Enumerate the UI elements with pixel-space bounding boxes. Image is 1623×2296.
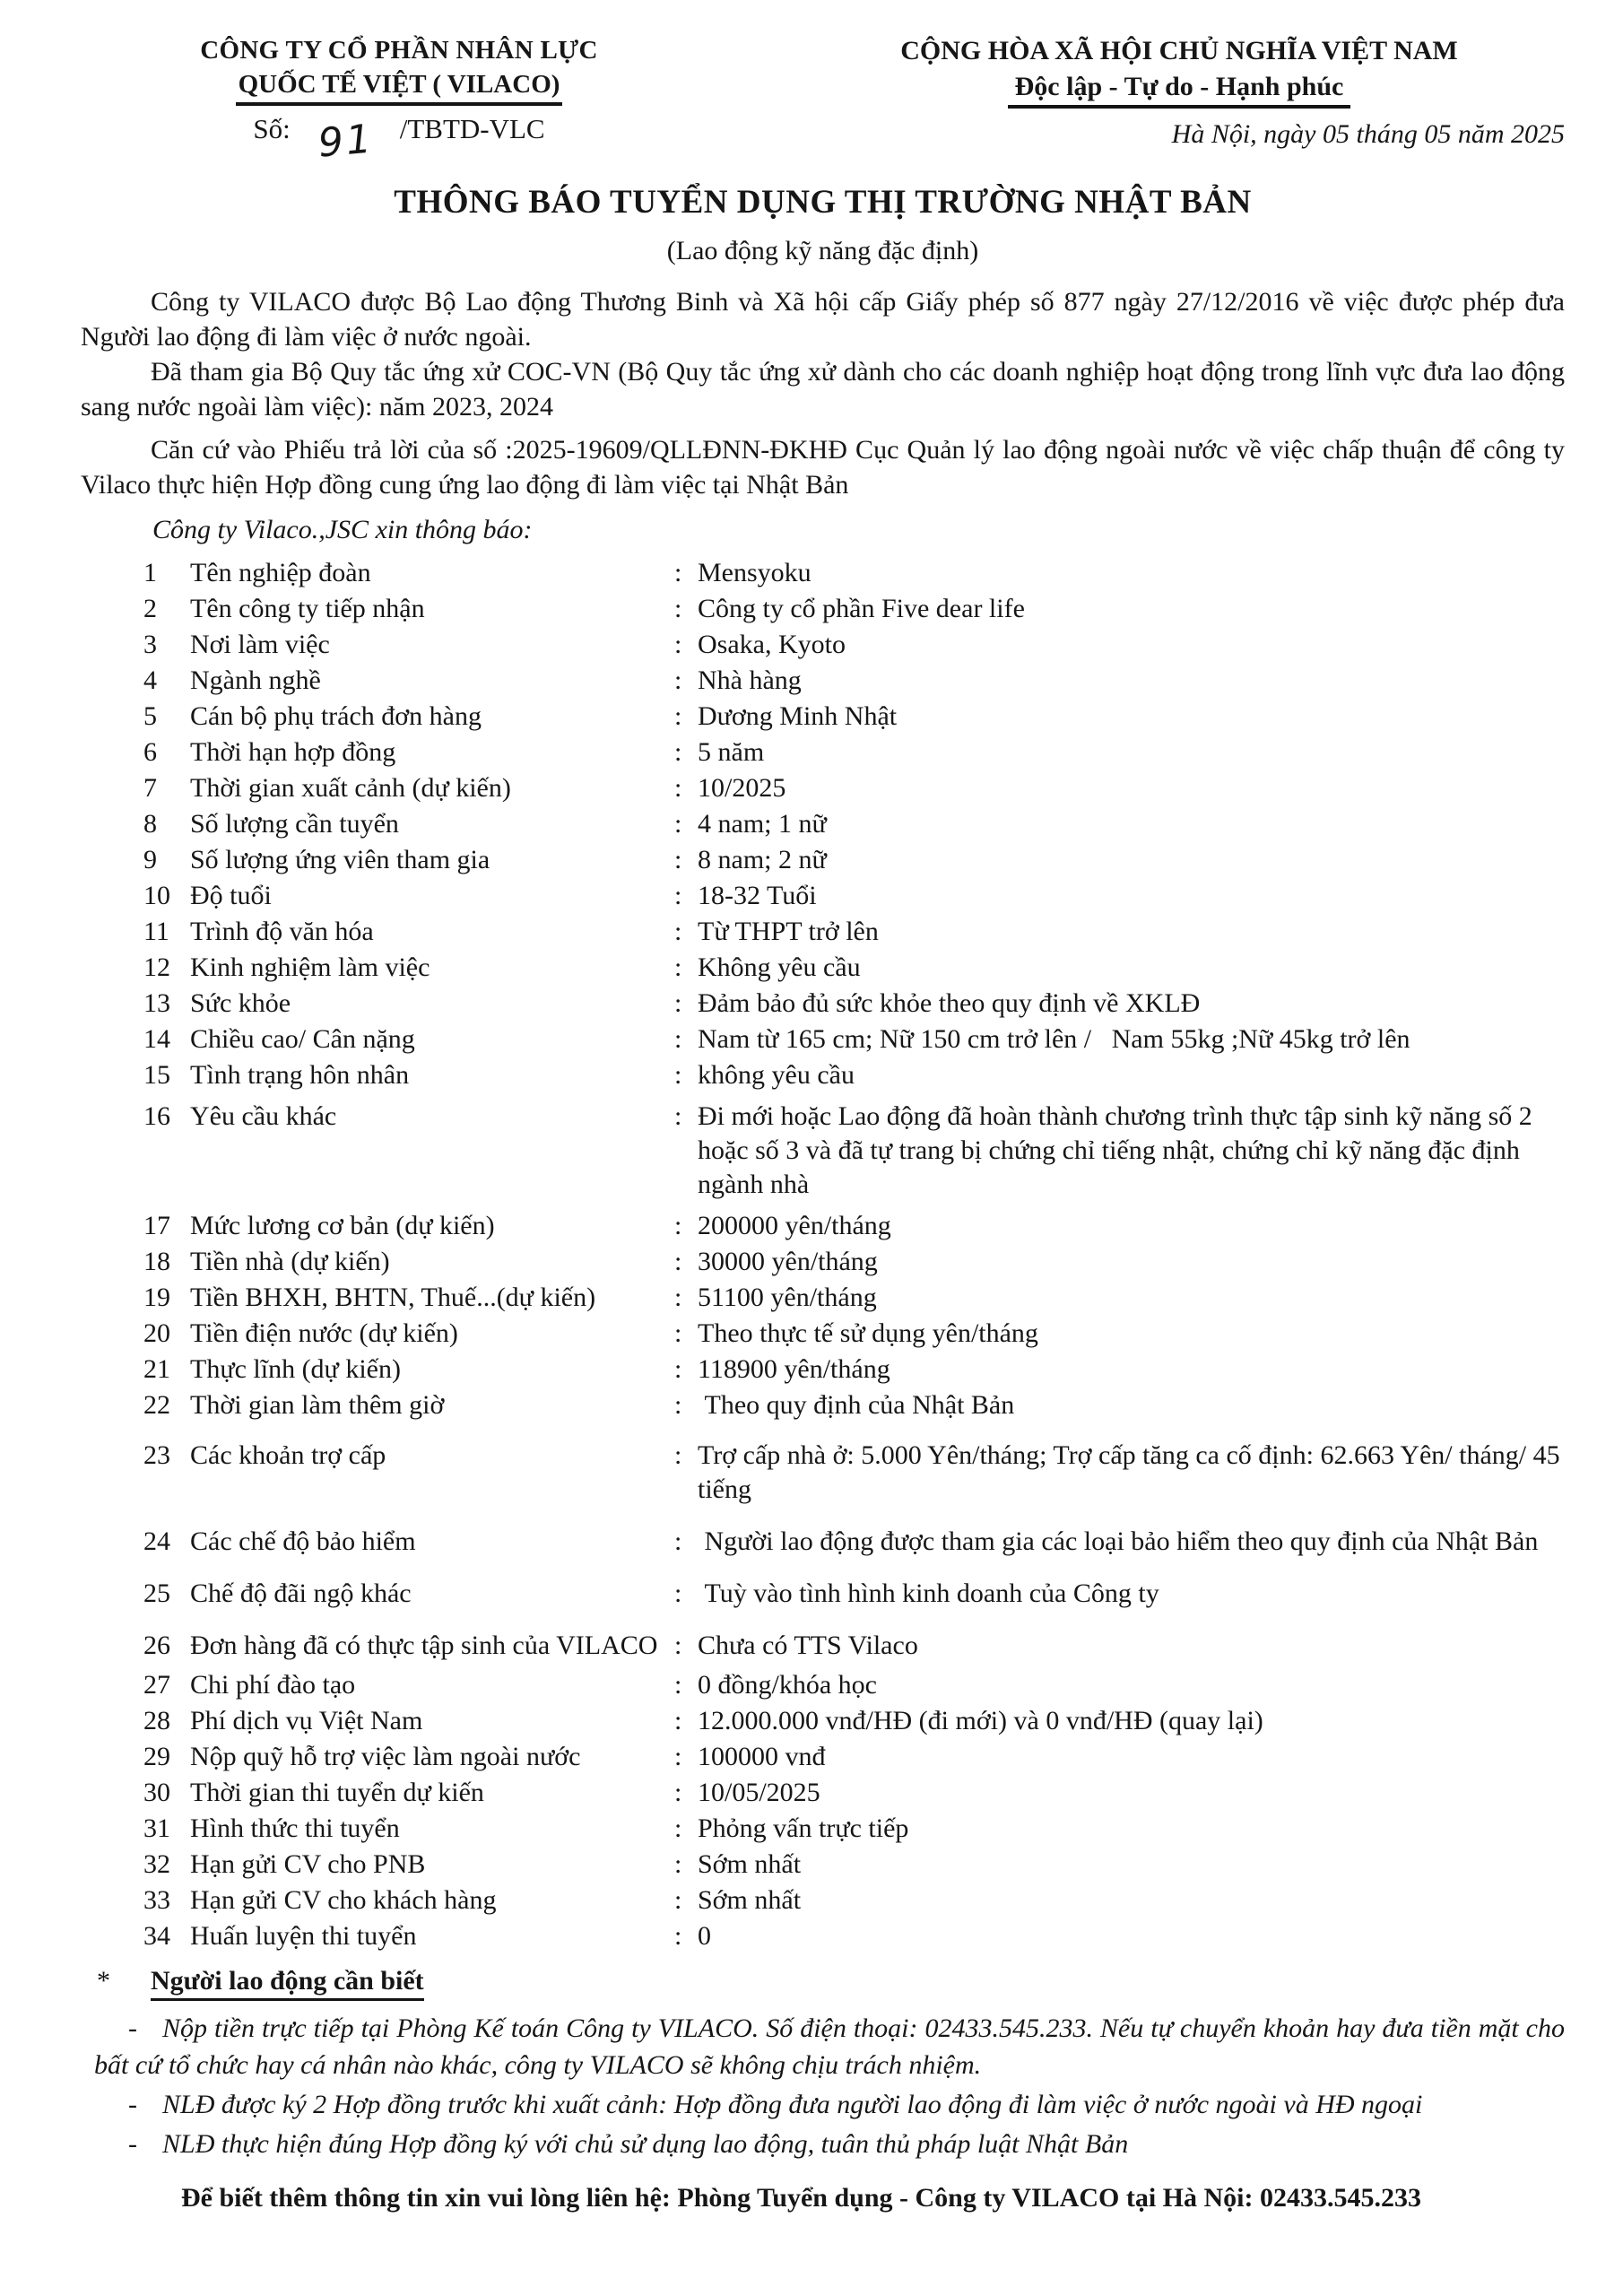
row-value: Sớm nhất [698,1849,802,1879]
row-colon: : [674,1742,682,1771]
row-label: Thời gian xuất cảnh (dự kiến) [190,773,511,803]
row-value: Theo quy định của Nhật Bản [698,1390,1015,1420]
table-row [143,1577,1565,1611]
row-label: Thực lĩnh (dự kiến) [190,1354,401,1384]
row-label: Các khoản trợ cấp [190,1440,386,1470]
table-row [143,951,1565,985]
row-label: Phí dịch vụ Việt Nam [190,1706,423,1735]
row-value: Dương Minh Nhật [698,701,898,731]
document-subtitle: (Lao động kỹ năng đặc định) [666,236,979,265]
row-colon: : [674,1318,682,1348]
row-number: 31 [143,1813,170,1843]
row-label: Nộp quỹ hỗ trợ việc làm ngoài nước [190,1742,581,1771]
notes-header-title: Người lao động cần biết [151,1966,424,2001]
table-row [143,1812,1565,1846]
row-number: 8 [143,809,157,839]
row-value: 200000 yên/tháng [698,1211,891,1240]
table-row [143,1668,1565,1702]
row-label: Chi phí đào tạo [190,1670,356,1700]
row-label: Hình thức thi tuyển [190,1813,400,1843]
national-title: CỘNG HÒA XÃ HỘI CHỦ NGHĨA VIỆT NAM [900,36,1458,65]
row-colon: : [674,1283,682,1312]
row-colon: : [674,630,682,659]
row-colon: : [674,845,682,874]
row-label: Số lượng cần tuyển [190,809,399,839]
info-table [143,556,1565,1953]
row-value: 51100 yên/tháng [698,1283,877,1312]
row-value: Từ THPT trở lên [698,917,879,946]
row-value: Người lao động được tham gia các loại bảo hiểm theo quy định của Nhật Bản [698,1526,1539,1556]
company-name-line2: QUỐC TẾ VIỆT ( VILACO) [236,70,563,106]
note-text: NLĐ thực hiện đúng Hợp đồng ký với chủ sử dụng lao động, tuân thủ pháp luật Nhật Bản [162,2129,1129,2159]
row-label: Yêu cầu khác [190,1101,337,1131]
row-colon: : [674,1526,682,1556]
intro-paragraph: Căn cứ vào Phiếu trả lời của số :2025-19609/QLLĐNN-ĐKHĐ Cục Quản lý lao động ngoài nước về việc chấp thuận để công ty Vilaco thực hiện Hợp đồng cung ứng lao động đi làm việc tại Nhật Bản [81,435,1565,500]
handwritten-document-number: 91 [316,116,376,167]
row-value: 0 đồng/khóa học [698,1670,877,1700]
row-value: 12.000.000 vnđ/HĐ (đi mới) và 0 vnđ/HĐ (quay lại) [698,1706,1263,1735]
row-number: 13 [143,988,170,1018]
row-colon: : [674,952,682,982]
document-header [81,36,1565,167]
row-number: 11 [143,917,169,946]
row-value: 0 [698,1921,711,1951]
row-number: 7 [143,773,157,803]
table-row [143,1439,1565,1507]
table-row [143,1629,1565,1663]
dash-bullet: - [128,2013,137,2043]
row-value: Chưa có TTS Vilaco [698,1631,918,1660]
notes-section [81,2010,1565,2162]
notes-header [81,1966,1565,2001]
row-label: Số lượng ứng viên tham gia [190,845,490,874]
row-number: 5 [143,701,157,731]
intro-paragraph: Công ty VILACO được Bộ Lao động Thương Binh và Xã hội cấp Giấy phép số 877 ngày 27/12/2016 về việc được phép đưa Người lao động đi làm việc ở nước ngoài. [81,287,1565,352]
table-row [143,1776,1565,1810]
table-row [143,771,1565,805]
row-value: 8 nam; 2 nữ [698,845,827,874]
row-colon: : [674,1706,682,1735]
note-item [81,2010,1565,2083]
row-label: Sức khỏe [190,988,291,1018]
row-colon: : [674,701,682,731]
row-label: Nơi làm việc [190,630,330,659]
dash-bullet: - [128,2090,137,2119]
row-value: 30000 yên/tháng [698,1247,878,1276]
row-number: 3 [143,630,157,659]
table-row [143,1388,1565,1422]
row-value: Nhà hàng [698,665,802,695]
row-number: 32 [143,1849,170,1879]
national-motto: Độc lập - Tự do - Hạnh phúc [1008,72,1351,109]
row-colon: : [674,1578,682,1608]
row-label: Hạn gửi CV cho PNB [190,1849,426,1879]
row-number: 33 [143,1885,170,1915]
row-label: Thời hạn hợp đồng [190,737,396,767]
row-value: Osaka, Kyoto [698,630,846,659]
row-label: Tên công ty tiếp nhận [190,594,425,623]
table-row [143,1740,1565,1774]
row-colon: : [674,594,682,623]
row-value: Không yêu cầu [698,952,861,982]
table-row [143,915,1565,949]
note-text: Nộp tiền trực tiếp tại Phòng Kế toán Công ty VILACO. Số điện thoại: 02433.545.233. Nếu tự chuyển khoản hay đưa tiền mặt cho bất cứ tổ chức hay cá nhân nào khác, công ty VILACO sẽ không chịu trách nhiệm. [94,2013,1565,2080]
row-number: 16 [143,1101,170,1131]
row-label: Trình độ văn hóa [190,917,374,946]
table-row [143,1281,1565,1315]
dash-bullet: - [128,2129,137,2159]
row-colon: : [674,1060,682,1090]
note-item [81,2126,1565,2162]
row-number: 20 [143,1318,170,1348]
row-value: Sớm nhất [698,1885,802,1915]
table-row [143,1058,1565,1092]
row-number: 6 [143,737,157,767]
row-number: 1 [143,558,157,587]
table-row [143,1209,1565,1243]
table-row [143,1919,1565,1953]
table-row [143,735,1565,770]
national-header-block [794,36,1565,150]
row-number: 29 [143,1742,170,1771]
row-label: Thời gian thi tuyển dự kiến [190,1778,484,1807]
table-row [143,1022,1565,1057]
row-colon: : [674,1101,682,1131]
table-row [143,628,1565,662]
row-label: Huấn luyện thi tuyển [190,1921,417,1951]
row-value: Nam từ 165 cm; Nữ 150 cm trở lên / Nam 55kg ;Nữ 45kg trở lên [698,1024,1410,1054]
announcement-line: Công ty Vilaco.,JSC xin thông báo: [152,515,533,544]
row-label: Ngành nghề [190,665,321,695]
row-colon: : [674,1390,682,1420]
row-label: Chế độ đãi ngộ khác [190,1578,412,1608]
row-colon: : [674,881,682,910]
row-label: Các chế độ bảo hiểm [190,1526,416,1556]
row-value: Trợ cấp nhà ở: 5.000 Yên/tháng; Trợ cấp tăng ca cố định: 62.663 Yên/ tháng/ 45 tiếng [698,1440,1560,1504]
row-label: Độ tuổi [190,881,272,910]
row-colon: : [674,1813,682,1843]
document-number-line [130,113,668,167]
row-colon: : [674,988,682,1018]
row-value: Đảm bảo đủ sức khỏe theo quy định về XKLĐ [698,988,1201,1018]
row-colon: : [674,809,682,839]
table-row [143,1352,1565,1387]
row-number: 25 [143,1578,170,1608]
document-number-label: Số: [253,113,291,144]
row-label: Tiền BHXH, BHTN, Thuế...(dự kiến) [190,1283,596,1312]
row-number: 19 [143,1283,170,1312]
row-colon: : [674,1024,682,1054]
row-number: 23 [143,1440,170,1470]
table-row [143,987,1565,1021]
row-number: 27 [143,1670,170,1700]
row-label: Tiền nhà (dự kiến) [190,1247,390,1276]
row-value: 4 nam; 1 nữ [698,809,827,839]
row-number: 24 [143,1526,170,1556]
table-row [143,1525,1565,1559]
row-number: 4 [143,665,157,695]
table-row [143,1317,1565,1351]
date-line: Hà Nội, ngày 05 tháng 05 năm 2025 [1171,119,1565,149]
table-row [143,807,1565,841]
table-row [143,592,1565,626]
row-value: Theo thực tế sử dụng yên/tháng [698,1318,1038,1348]
row-number: 30 [143,1778,170,1807]
row-label: Tình trạng hôn nhân [190,1060,410,1090]
row-colon: : [674,917,682,946]
row-number: 21 [143,1354,170,1384]
row-colon: : [674,1885,682,1915]
table-row [143,1100,1565,1202]
row-value: Công ty cổ phần Five dear life [698,594,1025,623]
row-colon: : [674,1440,682,1470]
table-row [143,1883,1565,1918]
row-colon: : [674,1247,682,1276]
row-number: 10 [143,881,170,910]
row-number: 26 [143,1631,170,1660]
row-colon: : [674,1778,682,1807]
row-label: Chiều cao/ Cân nặng [190,1024,415,1054]
table-row [143,1245,1565,1279]
row-value: Mensyoku [698,558,812,587]
row-value: Phỏng vấn trực tiếp [698,1813,909,1843]
row-label: Mức lương cơ bản (dự kiến) [190,1211,495,1240]
row-number: 22 [143,1390,170,1420]
row-label: Kinh nghiệm làm việc [190,952,430,982]
row-colon: : [674,1670,682,1700]
note-item [81,2086,1565,2123]
row-value: 10/05/2025 [698,1778,820,1807]
row-number: 15 [143,1060,170,1090]
row-number: 17 [143,1211,170,1240]
row-label: Tiền điện nước (dự kiến) [190,1318,458,1348]
document-title: THÔNG BÁO TUYỂN DỤNG THỊ TRƯỜNG NHẬT BẢN [394,184,1252,221]
row-value: không yêu cầu [698,1060,855,1090]
contact-line: Để biết thêm thông tin xin vui lòng liên hệ: Phòng Tuyển dụng - Công ty VILACO tại Hà Nội: 02433.545.233 [181,2183,1421,2213]
intro-section [81,284,1565,502]
table-row [143,843,1565,877]
row-number: 14 [143,1024,170,1054]
row-label: Hạn gửi CV cho khách hàng [190,1885,497,1915]
table-row [143,1848,1565,1882]
row-number: 28 [143,1706,170,1735]
table-row [143,700,1565,734]
row-value: 100000 vnđ [698,1742,826,1771]
row-value: 18-32 Tuổi [698,881,817,910]
row-colon: : [674,558,682,587]
table-row [143,556,1565,590]
row-label: Cán bộ phụ trách đơn hàng [190,701,482,731]
document-number-suffix: /TBTD-VLC [399,113,545,144]
row-number: 2 [143,594,157,623]
table-row [143,1704,1565,1738]
row-colon: : [674,1354,682,1384]
row-colon: : [674,1211,682,1240]
row-label: Tên nghiệp đoàn [190,558,371,587]
row-colon: : [674,737,682,767]
row-value: 10/2025 [698,773,786,803]
asterisk-mark: * [97,1966,110,1996]
row-colon: : [674,1921,682,1951]
row-number: 12 [143,952,170,982]
row-value: 118900 yên/tháng [698,1354,890,1384]
company-header-block [130,36,668,167]
row-label: Đơn hàng đã có thực tập sinh của VILACO [190,1631,658,1660]
row-colon: : [674,773,682,803]
row-value: Tuỳ vào tình hình kinh doanh của Công ty [698,1578,1159,1608]
row-number: 18 [143,1247,170,1276]
company-name-line1: CÔNG TY CỔ PHẦN NHÂN LỰC [200,36,598,65]
row-colon: : [674,1849,682,1879]
row-colon: : [674,1631,682,1660]
row-number: 9 [143,845,157,874]
intro-paragraph: Đã tham gia Bộ Quy tắc ứng xử COC-VN (Bộ Quy tắc ứng xử dành cho các doanh nghiệp hoạt động trong lĩnh vực đưa lao động sang nước ngoài làm việc): năm 2023, 2024 [81,357,1565,422]
row-colon: : [674,665,682,695]
row-label: Thời gian làm thêm giờ [190,1390,445,1420]
note-text: NLĐ được ký 2 Hợp đồng trước khi xuất cảnh: Hợp đồng đưa người lao động đi làm việc ở nước ngoài và HĐ ngoại [162,2090,1423,2119]
table-row [143,879,1565,913]
row-value: 5 năm [698,737,765,767]
row-value: Đi mới hoặc Lao động đã hoàn thành chương trình thực tập sinh kỹ năng số 2 hoặc số 3 và đã tự trang bị chứng chỉ tiếng nhật, chứng chỉ kỹ năng đặc định ngành nhà [698,1101,1532,1199]
row-number: 34 [143,1921,170,1951]
table-row [143,664,1565,698]
